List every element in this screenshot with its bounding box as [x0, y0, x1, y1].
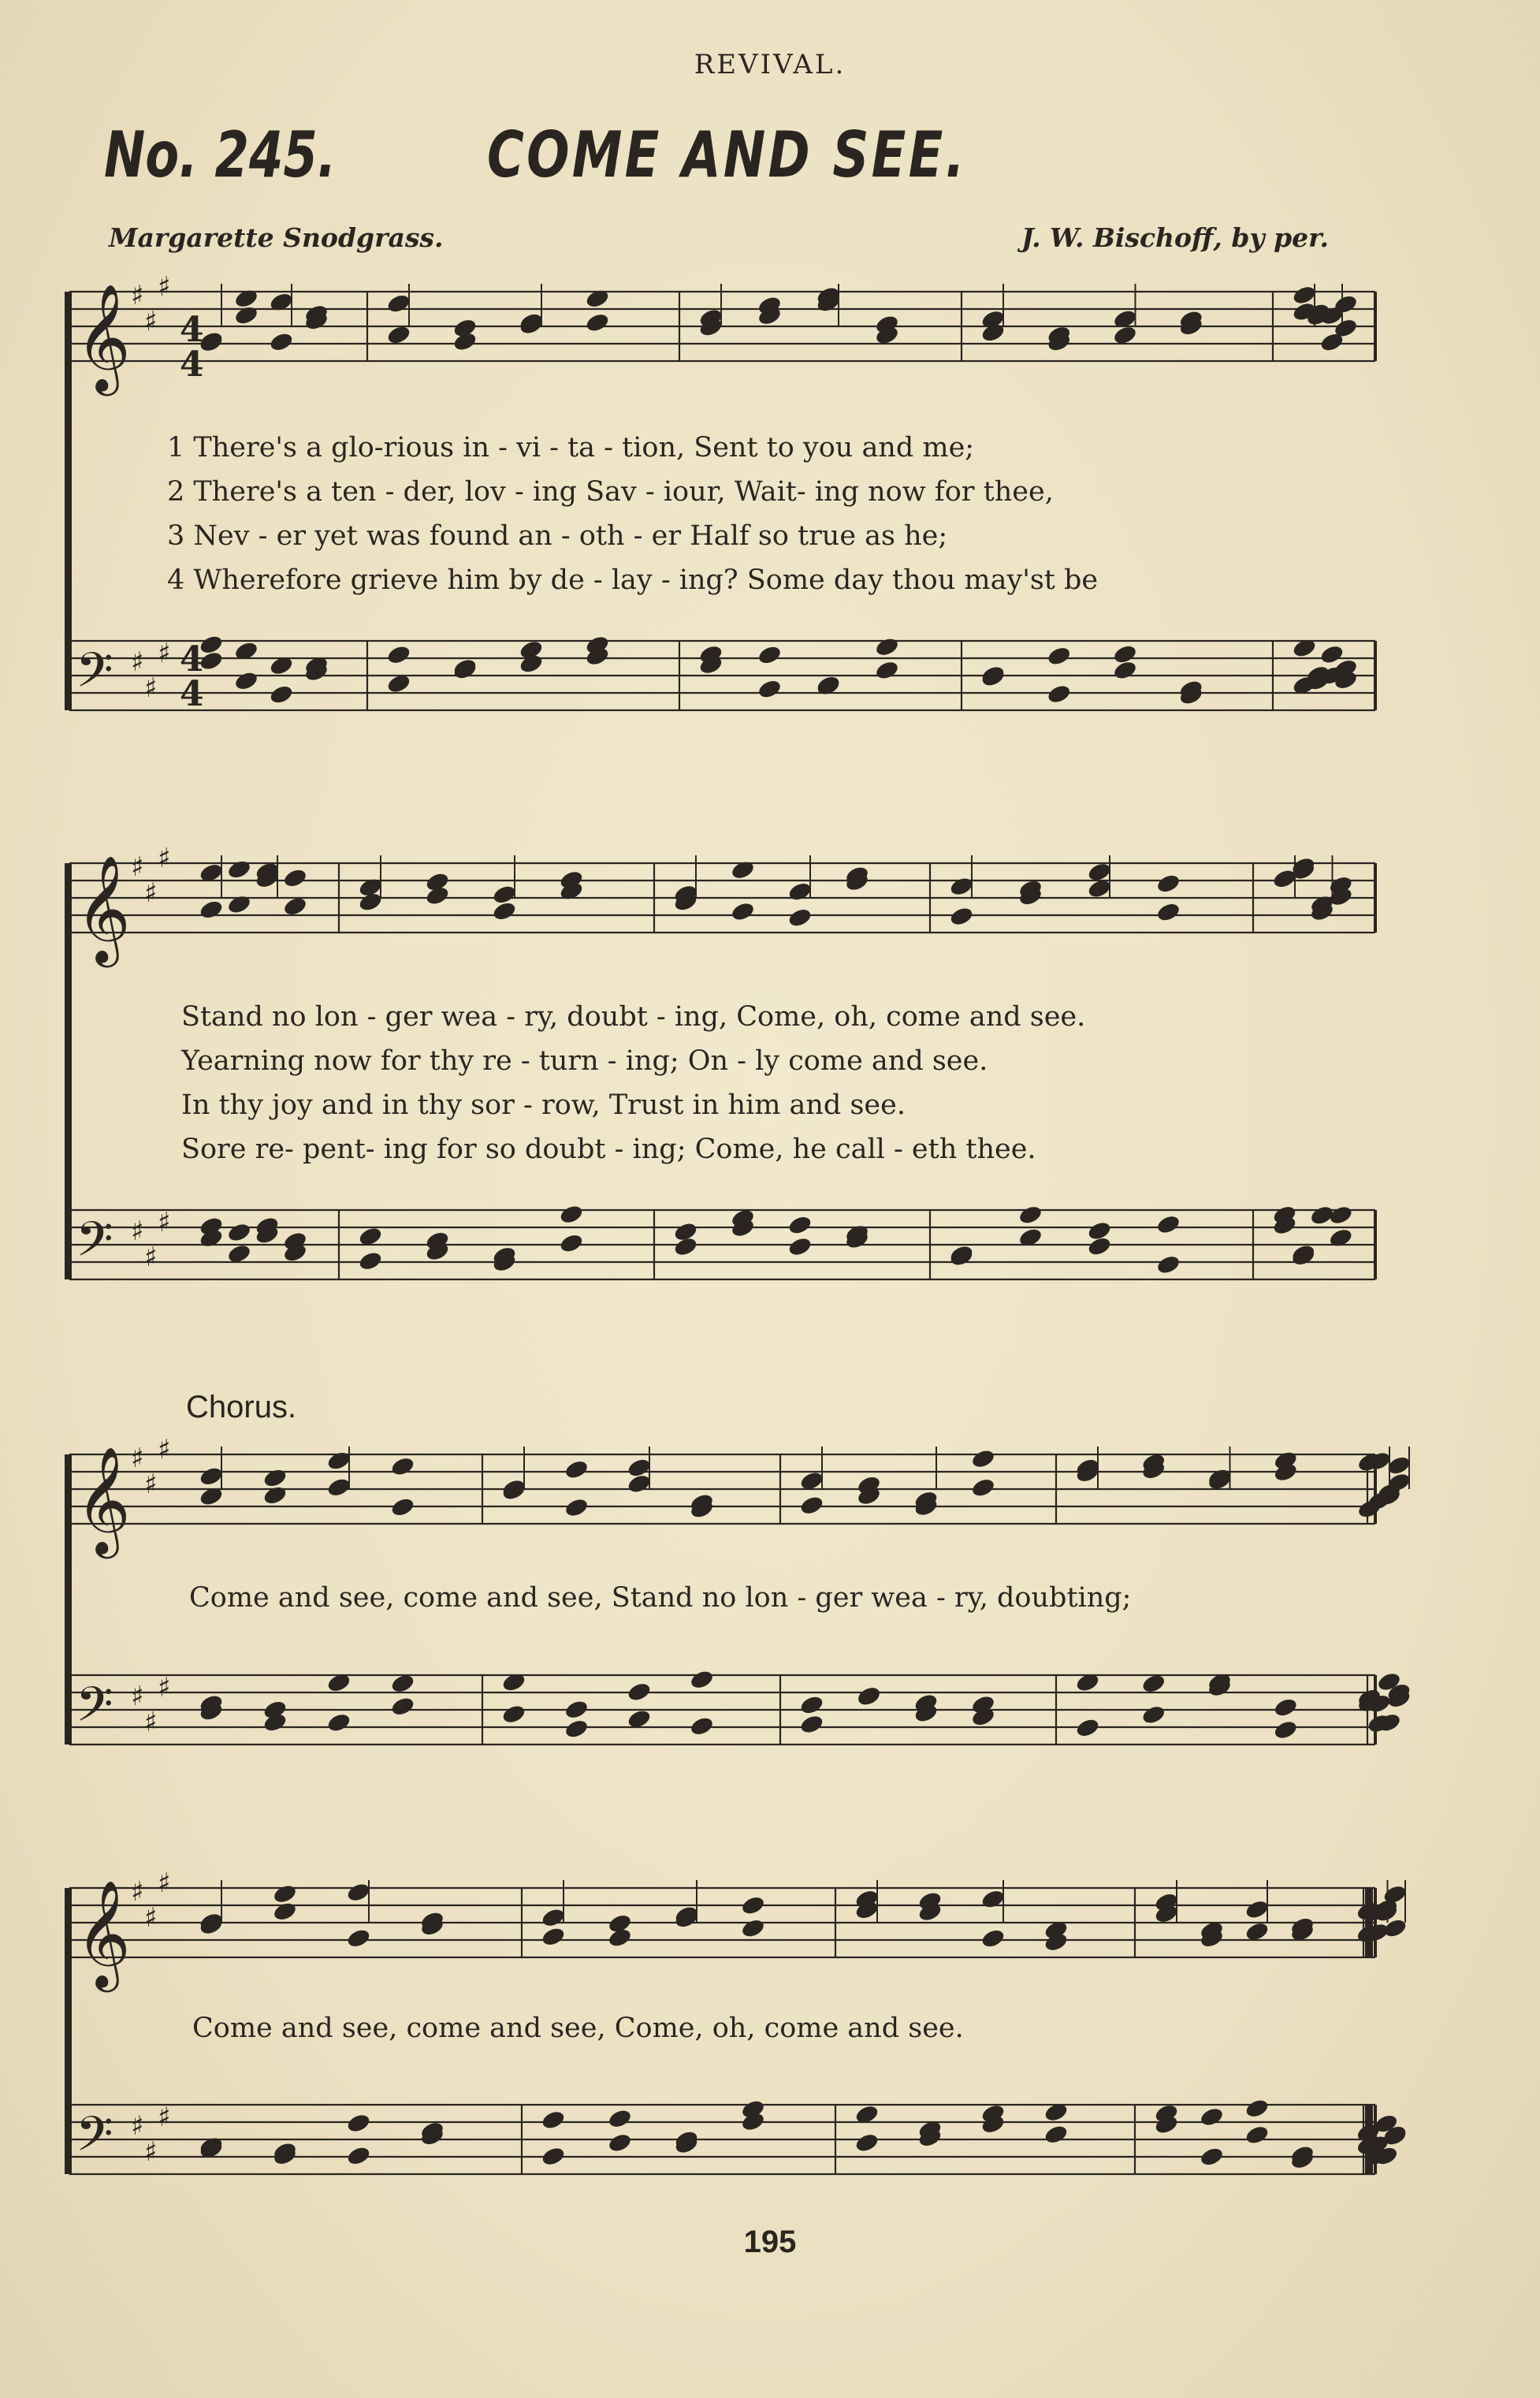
note-head — [730, 859, 756, 881]
sharp-icon: ♯ — [158, 843, 171, 874]
note-head — [346, 2112, 372, 2134]
note-head — [226, 1221, 252, 1243]
time-signature: 4 — [180, 639, 204, 680]
final-barline — [1365, 1888, 1373, 1957]
section-heading: REVIVAL. — [694, 49, 846, 80]
note-head — [564, 1496, 590, 1518]
bass-clef-icon: 𝄢 — [76, 642, 113, 710]
chorus-label: Chorus. — [186, 1390, 297, 1424]
note-head — [1046, 683, 1072, 705]
sharp-icon: ♯ — [158, 1207, 171, 1238]
note-head — [492, 900, 518, 922]
note-head — [326, 1476, 352, 1499]
note-head — [199, 899, 225, 921]
note-head — [689, 1669, 715, 1691]
note-head — [787, 1235, 813, 1257]
sharp-icon: ♯ — [144, 1469, 158, 1500]
note-head — [269, 331, 295, 353]
time-signature: 4 — [180, 344, 204, 385]
note-head — [492, 884, 518, 906]
note-head — [970, 1447, 996, 1469]
note-head — [233, 670, 259, 692]
system-bracket — [65, 292, 72, 710]
note-head — [346, 1881, 372, 1903]
note-head — [740, 1917, 766, 1939]
note-head — [730, 900, 756, 922]
note-head — [541, 1926, 567, 1948]
verse-2-line-1: 2 There's a ten - der, lov - ing Sav - iour, Wait- ing now for thee, — [167, 476, 1054, 508]
note-head — [272, 1883, 298, 1905]
lyricist-credit: Margarette Snodgrass. — [109, 222, 444, 253]
sharp-icon: ♯ — [158, 1867, 171, 1899]
note-head — [1273, 1696, 1299, 1718]
note-head — [1155, 1253, 1181, 1275]
note-head — [980, 1888, 1006, 1910]
note-head — [326, 1450, 352, 1472]
system-bracket — [65, 863, 72, 1279]
note-head — [949, 905, 975, 927]
note-head — [386, 292, 412, 315]
note-head — [585, 311, 611, 333]
note-head — [1292, 284, 1318, 306]
sharp-icon: ♯ — [131, 1443, 144, 1474]
note-head — [607, 2108, 633, 2130]
sharp-icon: ♯ — [144, 877, 158, 909]
note-head — [980, 1927, 1006, 1949]
verse-1-line-1: 1 There's a glo-rious in - vi - ta - tion, Sent to you and me; — [167, 432, 975, 464]
verse-2-line-2: Yearning now for thy re - turn - ing; On - ly come and see. — [181, 1045, 988, 1077]
note-head — [262, 1484, 288, 1506]
note-head — [390, 1455, 416, 1477]
note-head — [1017, 1204, 1043, 1226]
note-head — [1328, 1227, 1354, 1249]
note-head — [1199, 2146, 1225, 2168]
note-head — [757, 644, 783, 666]
note-head — [390, 1496, 416, 1518]
note-head — [1087, 1235, 1113, 1257]
note-head — [799, 1495, 825, 1517]
time-signature: 4 — [180, 310, 204, 350]
sharp-icon: ♯ — [131, 2110, 144, 2142]
note-head — [282, 867, 308, 889]
note-head — [627, 1681, 653, 1703]
note-head — [272, 1901, 298, 1923]
time-signature: 4 — [180, 674, 204, 714]
note-head — [627, 1473, 653, 1495]
note-head — [326, 1711, 352, 1733]
note-head — [787, 1214, 813, 1236]
note-head — [233, 288, 259, 310]
note-head — [787, 907, 813, 929]
note-head — [1273, 1718, 1299, 1741]
note-head — [226, 893, 252, 915]
note-head — [1043, 2124, 1069, 2146]
note-head — [1112, 643, 1138, 665]
note-head — [1244, 1898, 1270, 1920]
sharp-icon: ♯ — [144, 1242, 158, 1273]
note-head — [226, 858, 252, 881]
note-head — [607, 2132, 633, 2154]
treble-clef-icon: 𝄞 — [76, 1879, 131, 1987]
note-head — [854, 2132, 880, 2154]
verse-3-line-1: 3 Nev - er yet was found an - oth - er Half so true as he; — [167, 520, 948, 552]
verse-3-line-2: In thy joy and in thy sor - row, Trust in him and see. — [181, 1089, 906, 1121]
sharp-icon: ♯ — [131, 1681, 144, 1712]
hymn-number: No. 245. — [104, 118, 337, 192]
note-head — [799, 1713, 825, 1735]
sharp-icon: ♯ — [144, 1902, 158, 1934]
composer-credit: J. W. Bischoff, by per. — [1021, 222, 1329, 253]
note-head — [1112, 659, 1138, 681]
note-head — [1155, 873, 1181, 895]
note-head — [787, 881, 813, 903]
note-head — [559, 1232, 585, 1254]
note-head — [559, 1203, 585, 1225]
chorus-line-2: Come and see, come and see, Come, oh, come and see. — [192, 2013, 964, 2044]
note-head — [541, 1907, 567, 1929]
sharp-icon: ♯ — [158, 1672, 171, 1704]
verse-4-line-2: Sore re- pent- ing for so doubt - ing; Come, he call - eth thee. — [181, 1134, 1036, 1165]
sharp-icon: ♯ — [144, 1707, 158, 1738]
sharp-icon: ♯ — [131, 851, 144, 883]
note-head — [199, 1465, 225, 1488]
chorus-line-1: Come and see, come and see, Stand no lon - ger wea - ry, doubting; — [189, 1582, 1132, 1614]
note-head — [1328, 1204, 1354, 1226]
page-number: 195 — [743, 2225, 797, 2259]
treble-clef-icon: 𝄞 — [76, 1445, 131, 1554]
note-head — [233, 304, 259, 326]
note-head — [799, 1694, 825, 1716]
note-head — [1075, 1717, 1101, 1739]
final-barline — [1365, 2105, 1373, 2174]
system-bracket — [65, 1888, 72, 2174]
sharp-icon: ♯ — [144, 672, 158, 704]
sharp-icon: ♯ — [158, 1434, 171, 1465]
note-head — [541, 2145, 567, 2167]
note-head — [1140, 1704, 1166, 1726]
note-head — [358, 1250, 384, 1272]
note-head — [564, 1718, 590, 1740]
note-head — [1087, 1219, 1113, 1242]
treble-clef-icon: 𝄞 — [76, 854, 131, 963]
note-head — [386, 644, 412, 666]
note-head — [757, 678, 783, 700]
note-head — [1155, 1213, 1181, 1235]
sharp-icon: ♯ — [158, 638, 171, 669]
verse-1-line-2: Stand no lon - ger wea - ry, doubt - ing, Come, oh, come and see. — [181, 1001, 1086, 1033]
note-head — [1155, 901, 1181, 923]
sharp-icon: ♯ — [131, 280, 144, 311]
note-head — [269, 683, 295, 706]
verse-4-line-1: 4 Wherefore grieve him by de - lay - ing? Some day thou may'st be — [167, 564, 1099, 596]
note-head — [346, 1927, 372, 1949]
sharp-icon: ♯ — [131, 1216, 144, 1247]
note-head — [1244, 2124, 1270, 2146]
note-head — [1319, 643, 1345, 665]
note-head — [564, 1699, 590, 1721]
sharp-icon: ♯ — [158, 2102, 171, 2133]
sharp-icon: ♯ — [131, 1876, 144, 1908]
note-head — [541, 2109, 567, 2131]
note-head — [970, 1476, 996, 1499]
bass-clef-icon: 𝄢 — [76, 1212, 113, 1279]
treble-clef-icon: 𝄞 — [76, 282, 131, 391]
hymn-title: COME AND SEE. — [487, 118, 968, 192]
note-head — [1244, 2098, 1270, 2120]
sharp-icon: ♯ — [144, 306, 158, 337]
note-head — [689, 1715, 715, 1737]
note-head — [949, 875, 975, 897]
note-head — [1199, 2106, 1225, 2128]
note-head — [874, 636, 900, 658]
sharp-icon: ♯ — [158, 271, 171, 303]
system-bracket — [65, 1454, 72, 1745]
note-head — [501, 1703, 527, 1725]
sharp-icon: ♯ — [131, 646, 144, 678]
sharp-icon: ♯ — [144, 2136, 158, 2168]
note-head — [740, 1894, 766, 1916]
note-head — [262, 1467, 288, 1489]
note-head — [346, 2145, 372, 2167]
note-head — [1046, 645, 1072, 667]
bass-clef-icon: 𝄢 — [76, 1677, 113, 1745]
note-head — [627, 1457, 653, 1479]
bass-clef-icon: 𝄢 — [76, 2106, 113, 2174]
note-head — [390, 1696, 416, 1718]
note-head — [874, 659, 900, 681]
note-head — [564, 1458, 590, 1480]
